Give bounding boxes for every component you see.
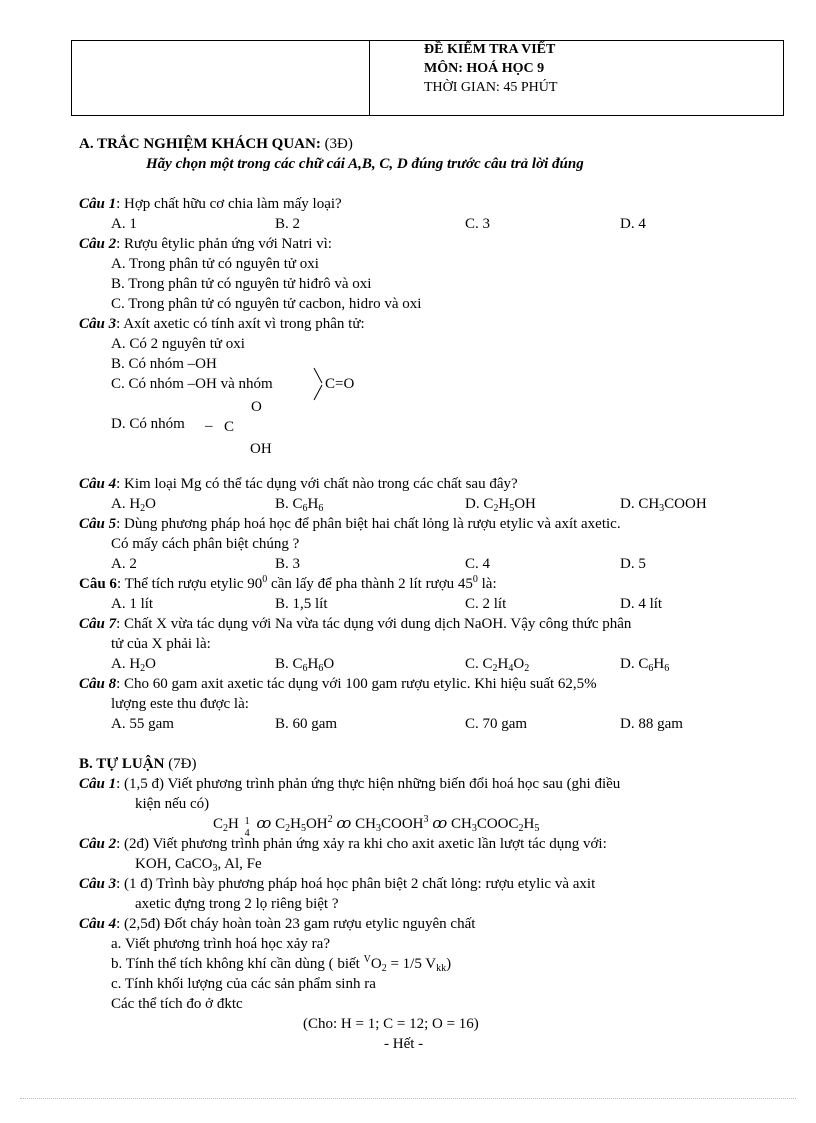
duration: THỜI GIAN: 45 PHÚT bbox=[424, 80, 558, 95]
q8-option-c: C. 70 gam bbox=[465, 716, 528, 732]
q2-option-a: A. Trong phân tử có nguyên tử oxi bbox=[111, 256, 319, 272]
q3-d-hydroxyl: OH bbox=[250, 441, 272, 457]
reaction-arrow-icon: ꝏ bbox=[432, 816, 448, 832]
q3-text: Câu 3: Axít axetic có tính axít vì trong phân tử: bbox=[79, 316, 365, 332]
q3-oxygen: O bbox=[251, 399, 262, 415]
part-b-title: B. TỰ LUẬN (7Đ) bbox=[79, 756, 197, 772]
b4-part-b: b. Tính thể tích không khí cần dùng ( biết $^VO_2 = 1/5$ $V_{kk}$) bbox=[111, 954, 452, 974]
q1-text: Câu 1: Hợp chất hữu cơ chia làm mấy loại? bbox=[79, 196, 342, 212]
q3-d-carbon: C bbox=[224, 419, 235, 435]
q8-text-2: lượng este thu được là: bbox=[111, 696, 249, 712]
b2-text-2: KOH, CaCO$_3$, Al, Fe bbox=[135, 856, 262, 874]
q8-option-b: B. 60 gam bbox=[275, 716, 338, 732]
q6-option-d: D. 4 lít bbox=[620, 596, 663, 612]
q2-text: Câu 2: Rượu êtylic phản ứng với Natri vì: bbox=[79, 236, 332, 252]
b1-text: Câu 1: (1,5 đ) Viết phương trình phản ứng thực hiện những biến đổi hoá học sau (ghi điều bbox=[79, 776, 621, 792]
q4-text: Câu 4: Kim loại Mg có thể tác dụng với chất nào trong các chất sau đây? bbox=[79, 476, 518, 492]
exam-title: ĐỀ KIỂM TRA VIẾT bbox=[424, 42, 556, 57]
q3-option-d: D. Có nhóm bbox=[111, 416, 185, 432]
carbonyl-bracket bbox=[312, 366, 326, 402]
q7-option-b: B. $C_6H_6O$ bbox=[275, 656, 335, 674]
b4-part-a: a. Viết phương trình hoá học xảy ra? bbox=[111, 936, 330, 952]
q5-option-a: A. 2 bbox=[111, 556, 137, 572]
q2-option-c: C. Trong phân tử có nguyên tử cacbon, hidro và oxi bbox=[111, 296, 422, 312]
q5-text-2: Có mấy cách phân biệt chúng ? bbox=[111, 536, 300, 552]
b4-part-c: c. Tính khối lượng của các sản phẩm sinh ra bbox=[111, 976, 376, 992]
q6-option-c: C. 2 lít bbox=[465, 596, 507, 612]
q8-option-d: D. 88 gam bbox=[620, 716, 683, 732]
q4-option-d: D. $CH_3COOH$ bbox=[620, 496, 707, 514]
reaction-chain: $C_2H$ 1 4 ꝏ $C_2H_5OH^2$ ꝏ $CH_3COOH^3$ ꝏ $CH_3COOC_2H_5$ bbox=[213, 814, 540, 839]
q5-text: Câu 5: Dùng phương pháp hoá học để phân biệt hai chất lỏng là rượu etylic và axít axetic. bbox=[79, 516, 621, 532]
q1-option-c: C. 3 bbox=[465, 216, 491, 232]
part-a-instruction: Hãy chọn một trong các chữ cái A,B, C, D đúng trước câu trả lời đúng bbox=[146, 156, 584, 172]
q8-option-a: A. 55 gam bbox=[111, 716, 174, 732]
part-a-title: A. TRẮC NGHIỆM KHÁCH QUAN: (3Đ) bbox=[79, 136, 353, 152]
q3-d-dash: – bbox=[205, 418, 213, 434]
q4-option-c: D. $C_2H_5OH$ bbox=[465, 496, 536, 514]
page-bottom-divider bbox=[20, 1098, 796, 1099]
subject: MÔN: HOÁ HỌC 9 bbox=[424, 61, 545, 76]
q3-option-b: B. Có nhóm –OH bbox=[111, 356, 217, 372]
q4-option-a: A. $H_2O$ bbox=[111, 496, 157, 514]
q4-option-b: B. $C_6H_6$ bbox=[275, 496, 324, 514]
q8-text: Câu 8: Cho 60 gam axit axetic tác dụng với 100 gam rượu etylic. Khi hiệu suất 62,5% bbox=[79, 676, 597, 692]
b4-note: Các thể tích đo ở đktc bbox=[111, 996, 243, 1012]
q7-option-c: C. $C_2H_4O_2$ bbox=[465, 656, 530, 674]
q1-option-b: B. 2 bbox=[275, 216, 301, 232]
q3-carbonyl-group: C=O bbox=[325, 376, 355, 392]
b4-text: Câu 4: (2,5đ) Đốt cháy hoàn toàn 23 gam rượu etylic nguyên chất bbox=[79, 916, 476, 932]
q7-text-2: tử của X phải là: bbox=[111, 636, 211, 652]
q1-option-d: D. 4 bbox=[620, 216, 646, 232]
reaction-arrow-icon: ꝏ bbox=[256, 816, 272, 832]
atomic-masses: (Cho: H = 1; C = 12; O = 16) bbox=[303, 1016, 479, 1032]
q1-option-a: A. 1 bbox=[111, 216, 137, 232]
b2-text: Câu 2: (2đ) Viết phương trình phản ứng xảy ra khi cho axit axetic lần lượt tác dụng với: bbox=[79, 836, 607, 852]
q2-option-b: B. Trong phân tử có nguyên tử hiđrô và oxi bbox=[111, 276, 372, 292]
q7-text: Câu 7: Chất X vừa tác dụng với Na vừa tác dụng với dung dịch NaOH. Vậy công thức phân bbox=[79, 616, 632, 632]
q5-option-d: D. 5 bbox=[620, 556, 646, 572]
q3-option-a: A. Có 2 nguyên tử oxi bbox=[111, 336, 245, 352]
q7-option-d: D. $C_6H_6$ bbox=[620, 656, 670, 674]
reaction-arrow-icon: ꝏ bbox=[336, 816, 352, 832]
q3-option-c: C. Có nhóm –OH và nhóm bbox=[111, 376, 273, 392]
q6-text: Câu 6: Thể tích rượu etylic $90^0$ cần lấy để pha thành 2 lít rượu $45^0$ là: bbox=[79, 574, 497, 592]
b3-text-2: axetic đựng trong 2 lọ riêng biệt ? bbox=[135, 896, 339, 912]
q6-option-b: B. 1,5 lít bbox=[275, 596, 328, 612]
b3-text: Câu 3: (1 đ) Trình bày phương pháp hoá học phân biệt 2 chất lỏng: rượu etylic và axit bbox=[79, 876, 596, 892]
q5-option-c: C. 4 bbox=[465, 556, 491, 572]
q6-option-a: A. 1 lít bbox=[111, 596, 154, 612]
end-mark: - Hết - bbox=[384, 1036, 424, 1052]
header-divider bbox=[369, 40, 370, 116]
q5-option-b: B. 3 bbox=[275, 556, 301, 572]
q7-option-a: A. $H_2O$ bbox=[111, 656, 157, 674]
b1-text-2: kiện nếu có) bbox=[135, 796, 210, 812]
